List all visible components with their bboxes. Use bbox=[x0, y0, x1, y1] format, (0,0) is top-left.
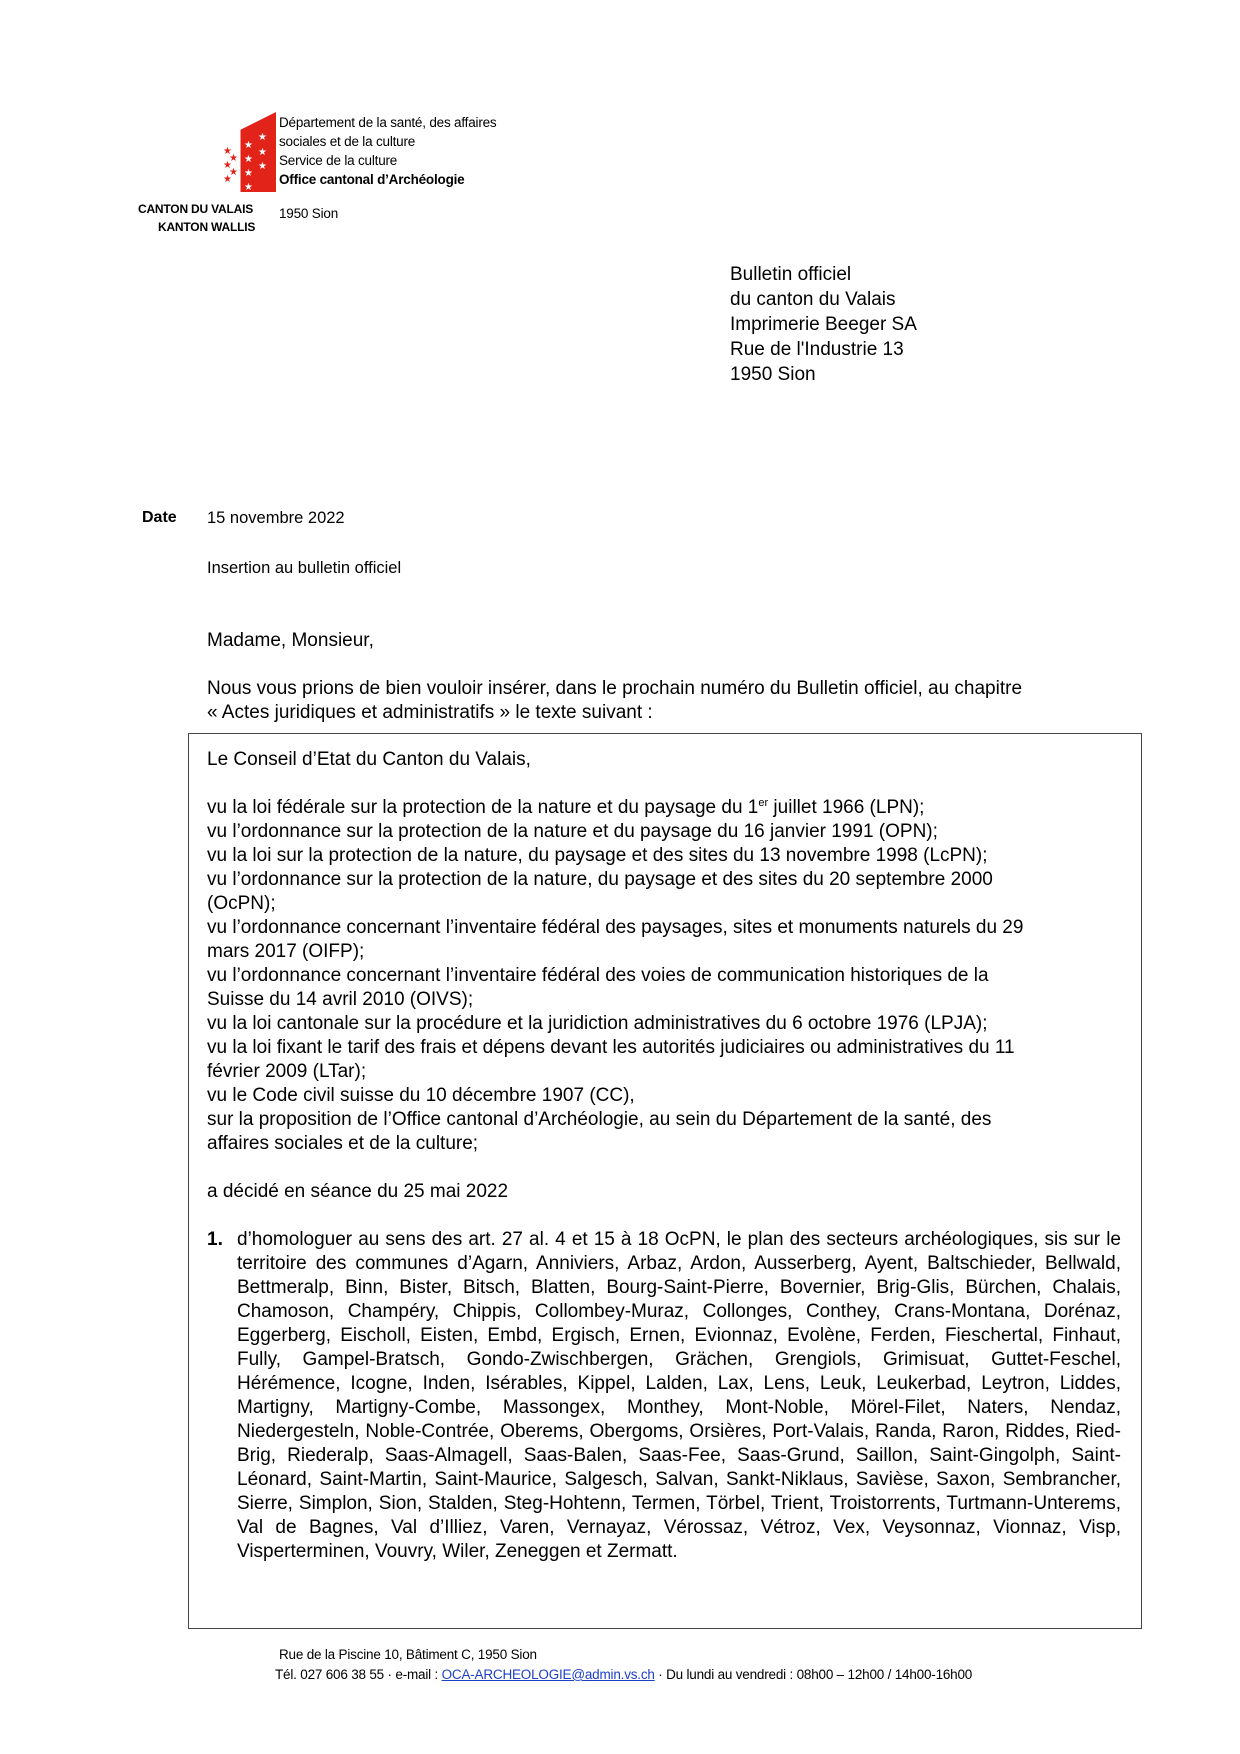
dept-line: Département de la santé, des affaires bbox=[279, 115, 497, 130]
canton-name-fr: CANTON DU VALAIS bbox=[138, 202, 254, 216]
svg-text:★: ★ bbox=[223, 160, 232, 171]
legal-basis-line: vu l’ordonnance concernant l’inventaire fédéral des paysages, sites et monuments naturels du 29 bbox=[207, 917, 1024, 938]
date-value: 15 novembre 2022 bbox=[207, 509, 345, 527]
sender-city: 1950 Sion bbox=[279, 206, 339, 221]
recipient-address bbox=[730, 262, 917, 387]
svg-text:★: ★ bbox=[223, 146, 232, 157]
decree-heading: Le Conseil d’Etat du Canton du Valais, bbox=[207, 749, 531, 770]
footer-hours: · Du lundi au vendredi : 08h00 – 12h00 / 14h00-16h00 bbox=[654, 1667, 973, 1682]
canton-name-de: KANTON WALLIS bbox=[158, 220, 256, 234]
salutation: Madame, Monsieur, bbox=[207, 630, 374, 651]
item-number: 1. bbox=[207, 1229, 223, 1250]
svg-text:★: ★ bbox=[244, 168, 253, 179]
legal-basis-line: vu la loi cantonale sur la procédure et la juridiction administratives du 6 octobre 1976 (LPJA); bbox=[207, 1013, 988, 1034]
legal-basis-line: affaires sociales et de la culture; bbox=[207, 1133, 479, 1154]
legal-basis-line: février 2009 (LTar); bbox=[207, 1061, 367, 1082]
recipient-line: Bulletin officiel bbox=[730, 264, 852, 285]
svg-text:★: ★ bbox=[258, 161, 267, 172]
decree-content bbox=[207, 748, 1121, 1564]
svg-text:★: ★ bbox=[229, 153, 238, 164]
legal-basis-line: vu l’ordonnance concernant l’inventaire fédéral des voies de communication historiques de la bbox=[207, 965, 989, 986]
letter-subject: Insertion au bulletin officiel bbox=[207, 559, 402, 577]
valais-flag-icon bbox=[222, 112, 276, 192]
legal-basis-list bbox=[207, 796, 1121, 1156]
recipient-line: Imprimerie Beeger SA bbox=[730, 314, 917, 335]
recipient-line: du canton du Valais bbox=[730, 289, 896, 310]
canton-logo bbox=[138, 112, 298, 242]
office-name: Office cantonal d’Archéologie bbox=[279, 172, 465, 187]
legal-basis-line: vu l’ordonnance sur la protection de la nature, du paysage et des sites du 20 septembre 2000 bbox=[207, 869, 993, 890]
legal-basis-line bbox=[207, 796, 1121, 820]
email-link[interactable]: OCA-ARCHEOLOGIE@admin.vs.ch bbox=[441, 1667, 655, 1682]
date-label: Date bbox=[142, 509, 177, 526]
svg-text:★: ★ bbox=[229, 167, 238, 178]
svg-text:★: ★ bbox=[244, 182, 253, 192]
decision-item bbox=[207, 1228, 1121, 1564]
dept-line: sociales et de la culture bbox=[279, 134, 416, 149]
svg-text:★: ★ bbox=[258, 132, 267, 143]
recipient-line: 1950 Sion bbox=[730, 364, 816, 385]
legal-basis-line: vu l’ordonnance sur la protection de la nature et du paysage du 16 janvier 1991 (OPN); bbox=[207, 821, 938, 842]
legal-basis-line: mars 2017 (OIFP); bbox=[207, 941, 365, 962]
legal-basis-text: vu la loi fédérale sur la protection de la nature et du paysage du 1 bbox=[207, 797, 759, 818]
svg-text:★: ★ bbox=[258, 147, 267, 158]
legal-basis-line: (OcPN); bbox=[207, 893, 276, 914]
ordinal-superscript: er bbox=[758, 797, 769, 809]
item-text: d’homologuer au sens des art. 27 al. 4 et 15 à 18 OcPN, le plan des secteurs archéologiques, sis sur le territoire des communes d’Agarn, Anniviers, Arbaz, Ardon, Ausserberg, Ayent, Baltschieder, Bellwald, Bettmeralp, Binn, Bister, Bitsch, Blatten, Bourg-Saint-Pierre, Bovernier, Brig-Glis, Bürchen, Chalais, Chamoson, Champéry, Chippis, Collombey-Muraz, Collonges, Conthey, Crans-Montana, Dorénaz, Eggerberg, Eischoll, Eisten, Embd, Ergisch, Ernen, Evionnaz, Evolène, Ferden, Fieschertal, Finhaut, Fully, Gampel-Bratsch, Gondo-Zwischbergen, Grächen, Grengiols, Grimisuat, Guttet-Feschel, Hérémence, Icogne, Inden, Isérables, Kippel, Lalden, Lax, Lens, Leuk, Leukerbad, Leytron, Liddes, Martigny, Martigny-Combe, Massongex, Monthey, Mont-Noble, Mörel-Filet, Naters, Nendaz, Niedergesteln, Noble-Contrée, Oberems, Obergoms, Orsières, Port-Valais, Randa, Raron, Riddes, Ried-Brig, Riederalp, Saas-Almagell, Saas-Balen, Saas-Fee, Saas-Grund, Saillon, Saint-Gingolph, Saint-Léonard, Saint-Martin, Saint-Maurice, Salgesch, Salvan, Sankt-Niklaus, Savièse, Saxon, Sembrancher, Sierre, Simplon, Sion, Stalden, Steg-Hohtenn, Termen, Törbel, Trient, Troistorrents, Turtmann-Unterems, Val de Bagnes, Val d’Illiez, Varen, Vernayaz, Vérossaz, Vétroz, Vex, Veysonnaz, Vionnaz, Visp, Visperterminen, Vouvry, Wiler, Zeneggen et Zermatt. bbox=[237, 1229, 1121, 1562]
legal-basis-line: vu la loi sur la protection de la nature, du paysage et des sites du 13 novembre 1998 (LcPN); bbox=[207, 845, 988, 866]
legal-basis-line: vu le Code civil suisse du 10 décembre 1907 (CC), bbox=[207, 1085, 635, 1106]
intro-paragraph bbox=[207, 677, 1107, 725]
intro-line: « Actes juridiques et administratifs » le texte suivant : bbox=[207, 702, 653, 723]
decree-box bbox=[188, 733, 1142, 1629]
recipient-line: Rue de l'Industrie 13 bbox=[730, 339, 904, 360]
dept-line: Service de la culture bbox=[279, 153, 398, 168]
footer-address: Rue de la Piscine 10, Bâtiment C, 1950 Sion bbox=[279, 1647, 537, 1662]
legal-basis-line: Suisse du 14 avril 2010 (OIVS); bbox=[207, 989, 474, 1010]
svg-text:★: ★ bbox=[223, 174, 232, 185]
decision-date: a décidé en séance du 25 mai 2022 bbox=[207, 1181, 509, 1202]
legal-basis-text: juillet 1966 (LPN); bbox=[768, 797, 925, 818]
svg-text:★: ★ bbox=[244, 154, 253, 165]
department-block bbox=[279, 113, 497, 189]
intro-line: Nous vous prions de bien vouloir insérer, dans le prochain numéro du Bulletin officiel, au chapitre bbox=[207, 678, 1023, 699]
legal-basis-line: vu la loi fixant le tarif des frais et dépens devant les autorités judiciaires ou administratives du 11 bbox=[207, 1037, 1015, 1058]
footer-tel: Tél. 027 606 38 55 · e-mail : bbox=[275, 1667, 442, 1682]
footer-contact bbox=[275, 1667, 972, 1682]
svg-text:★: ★ bbox=[244, 140, 253, 151]
legal-basis-line: sur la proposition de l’Office cantonal d’Archéologie, au sein du Département de la santé, des bbox=[207, 1109, 992, 1130]
